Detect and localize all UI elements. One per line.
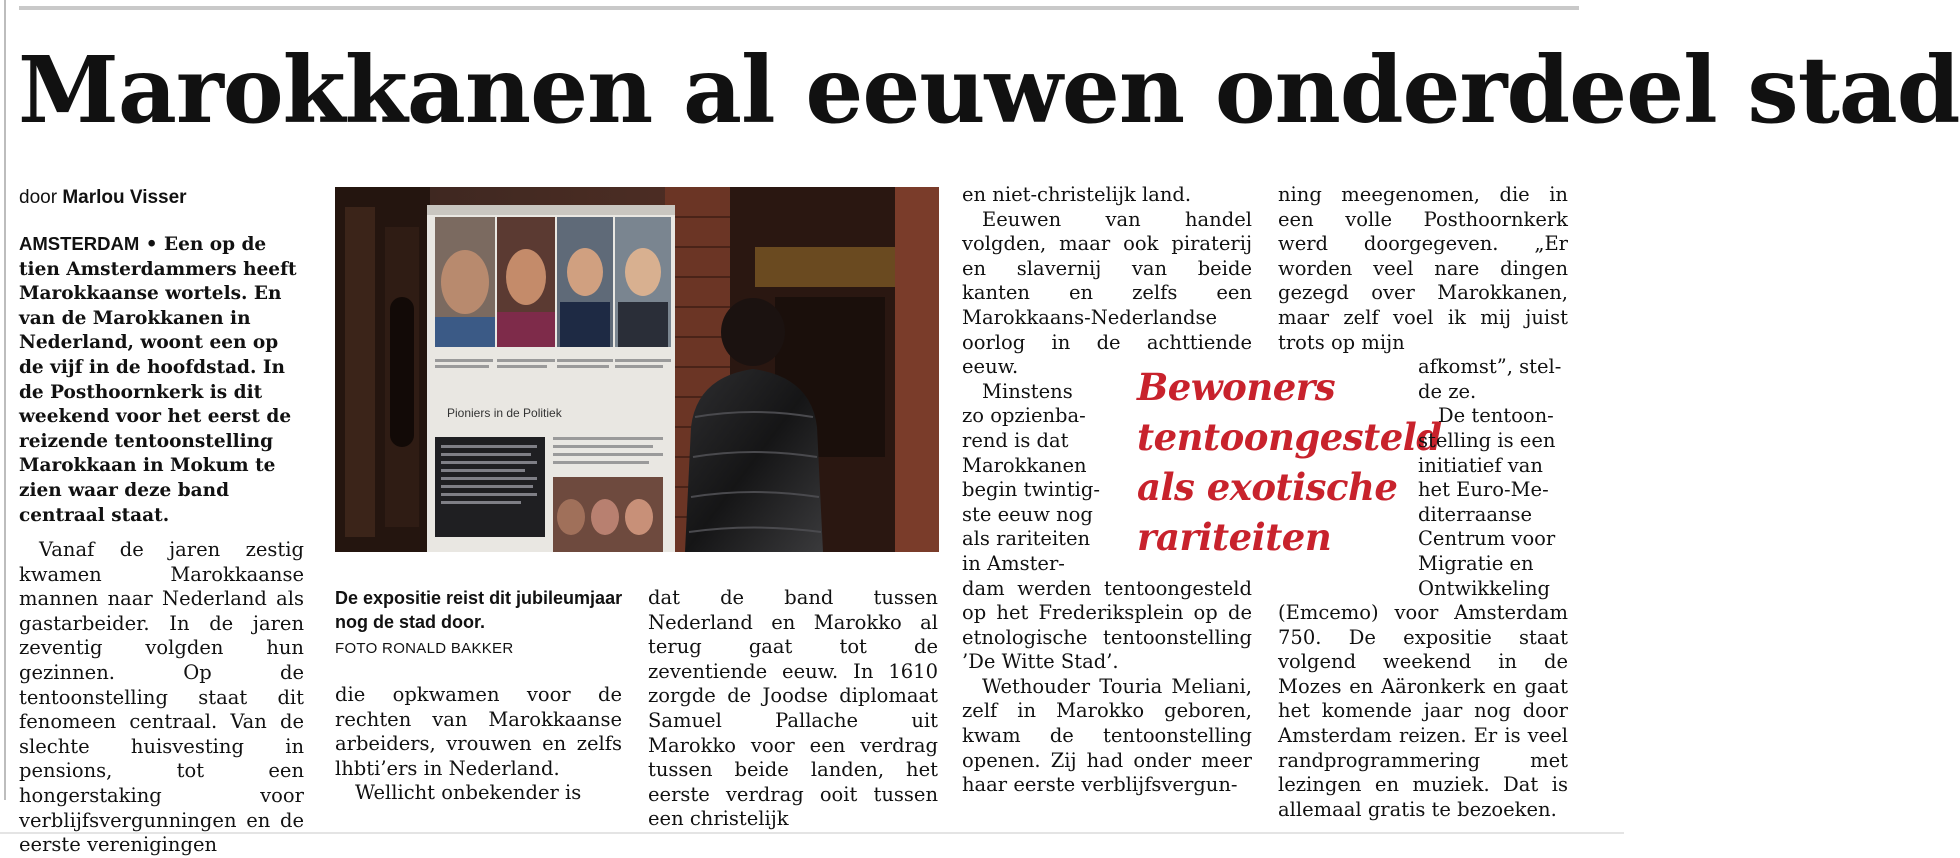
col4-paragraph-3-rest: dam werden tentoongesteld op het Frederiksplein op de etnologische tentoonstelling ’De Witte Stad’. [962,576,1252,674]
top-rule [19,6,1579,10]
col3-paragraph: dat de band tussen Nederland en Marokko al terug gaat tot de zeventiende eeuw. In 1610 zorgde de Joodse diplomaat Samuel Pallache uit Marokko voor een verdrag tussen beide landen, het eerste verdrag ooit tussen een christelijk [648,586,938,831]
col4-line: als rariteiten [962,527,1091,551]
article-photo [335,187,939,552]
col2-paragraph-2: Wellicht onbekender is [355,781,582,805]
column-2 [335,683,622,806]
col5-line: diterraanse [1418,502,1533,526]
byline-author: Marlou Visser [62,187,187,208]
col4-paragraph-2: Eeuwen van handel volgden, maar ook piraterij en slavernij van beide kanten en zelfs een Marokkaans-Nederlandse oorlog in de achttiende eeuw. [962,207,1252,379]
byline [19,186,319,210]
col4-line: Minstens [982,379,1073,403]
banner-title: Pioniers in de Politiek [447,406,562,420]
col5-line: Centrum voor [1418,527,1556,551]
column-3 [648,586,938,832]
photo-credit: FOTO RONALD BAKKER [335,640,514,657]
col5-line: Ontwikkeling [1418,576,1550,600]
col4-line: Marokkanen [962,453,1087,477]
col4-line: ste eeuw nog [962,502,1093,526]
lead-text: Een op de tien Amsterdammers heeft Marokkaanse wortels. En van de Marokkanen in Nederland, woont een op de vijf in de hoofdstad. In de Posthoornkerk is dit weekend voor het eerst de reizende tentoonstelling Marokkaan in Mokum te zien waar deze band centraal staat. [19,234,297,526]
col5-line: afkomst”, stel- [1418,355,1562,379]
pull-quote-line: tentoongesteld [1137,415,1442,459]
col5-line: stelling is een [1418,428,1556,452]
col5-paragraph-2-rest: (Emcemo) voor Amsterdam 750. De expositie staat volgend weekend in de Mozes en Aäronkerk en gaat het komende jaar nog door Amsterdam reizen. Er is veel randprogrammering met lezingen en muziek. Dat is allemaal gratis te bezoeken. [1278,601,1568,821]
col4-line: rend is dat [962,428,1069,452]
col1-paragraph: Vanaf de jaren zestig kwamen Marokkaanse mannen naar Nederland als gastarbeider. In de jaren zeventig volgden hun gezinnen. Op de tentoonstelling staat dit fenomeen centraal. Van de slechte huisvesting in pensions, tot een hongerstaking voor verblijfsvergunningen en de eerste verenigingen [19,538,304,857]
pull-quote-line: als exotische [1137,465,1398,509]
dateline-bullet: • [145,234,158,255]
col5-line: initiatief van [1418,453,1543,477]
col4-paragraph-1: en niet-christelijk land. [962,183,1192,206]
col2-paragraph-1: die opkwamen voor de rechten van Marokkaanse arbeiders, vrouwen en zelfs lhbti’ers in Nederland. [335,683,622,780]
col5-narrow-block-2 [1418,404,1568,601]
byline-prefix: door [19,187,58,208]
col5-line: De tentoon- [1438,404,1554,428]
left-rule [4,0,6,800]
pull-quote-line: rariteiten [1137,515,1332,559]
lead-paragraph [19,232,304,528]
photo-caption [335,586,625,660]
exhibition-photo [335,187,939,552]
col4-line: in Amster- [962,551,1065,575]
col4-paragraph-4: Wethouder Touria Meliani, zelf in Marokko geboren, kwam de tentoonstelling openen. Zij had onder meer haar eerste verblijfsvergun- [962,674,1252,797]
col4-line: begin twintig- [962,478,1100,502]
col5-paragraph-1: ning meegenomen, die in een volle Posthoornkerk werd doorgegeven. „Er worden veel nare dingen gezegd over Marokkanen, maar zelf voel ik mij juist trots op mijn [1278,183,1568,354]
dateline-city: AMSTERDAM [19,233,140,254]
col5-line: het Euro-Me- [1418,478,1549,502]
col4-line: zo opzienba- [962,404,1086,428]
headline: Marokkanen al eeuwen onderdeel stad [18,36,1960,144]
caption-text: De expositie reist dit jubileumjaar nog de stad door. [335,588,623,632]
col4-narrow-block [962,380,1112,577]
col5-line: de ze. [1418,379,1477,403]
column-1 [19,538,304,858]
column-5 [1278,183,1568,822]
col5-line: Migratie en [1418,551,1534,575]
col5-narrow-block-1 [1418,355,1568,404]
pull-quote-line: Bewoners [1137,365,1336,409]
